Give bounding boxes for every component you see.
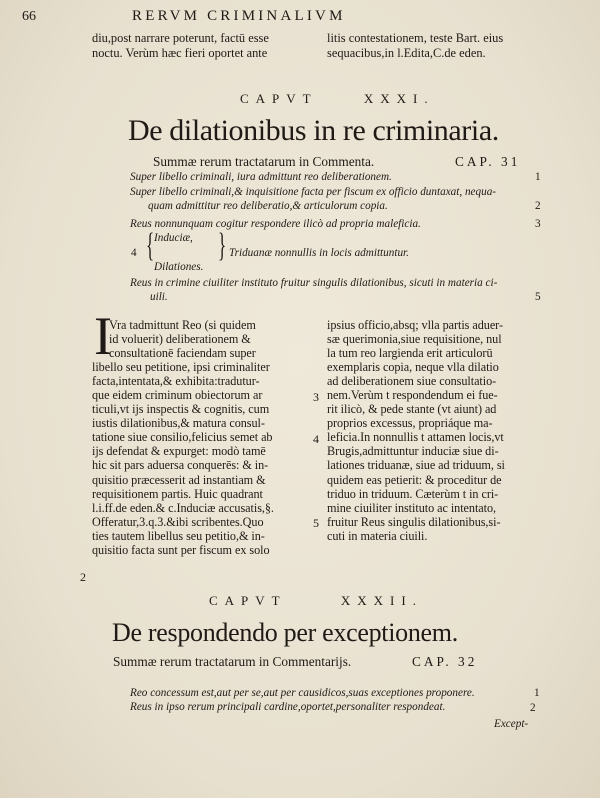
text-line: que eidem criminum obiectorum ar xyxy=(92,388,263,403)
continuation-left xyxy=(92,31,269,60)
text-line: rit ilicò, & pede stante (vt aiunt) ad xyxy=(327,402,497,417)
summary-item-number: 1 xyxy=(535,171,541,183)
text-line: lationes triduanæ, siue ad triduum, si xyxy=(327,458,505,473)
text-line: quisitio facta sunt per fiscum ex solo xyxy=(92,542,270,557)
text-line: hic sit pars aduersa conquerēs: & in- xyxy=(92,458,269,473)
text-line: cuti in materia ciuili. xyxy=(327,528,428,543)
brace-number: 4 xyxy=(131,247,137,259)
caput-number: XXXII. xyxy=(340,593,423,608)
text-line: id voluerit) deliberationem & xyxy=(109,332,251,347)
brace-item-bottom: Dilationes. xyxy=(154,261,204,273)
brace-text: Triduanæ nonnullis in locis admittuntur. xyxy=(229,247,409,259)
caput-label: CAPVT xyxy=(209,593,287,608)
summary-item-number: 2 xyxy=(535,200,541,212)
summary-cap: CAP. 31 xyxy=(455,154,521,169)
text-line: quidem eas petierit: & proceditur de xyxy=(327,472,502,487)
summary-heading: Summæ rerum tractatarum in Commenta. xyxy=(153,154,375,169)
text-line: ipsius officio,absq; vlla partis aduer- xyxy=(327,318,503,332)
text-line: ad deliberationem siue consultatio- xyxy=(327,374,497,389)
text-line: la tum reo largienda erit articulorū xyxy=(327,346,493,361)
text-line: ijs defendat & expurget: modò tamē xyxy=(92,444,266,459)
right-brace-icon: } xyxy=(218,227,227,264)
summary-item: Reo concessum est,aut per se,aut per causidicos,suas exceptiones proponere. xyxy=(130,687,475,699)
summary-item: Reus in ipso rerum principali cardine,oportet,personaliter respondeat. xyxy=(130,701,446,713)
text-line: proprios excessus, propriáque ma- xyxy=(327,416,493,431)
text-line: leficia.In nonnullis t attamen locis,vt xyxy=(327,430,504,445)
text-line: exemplaris copia, neque vlla dilatio xyxy=(327,360,499,375)
summary-item-number: 5 xyxy=(535,291,541,303)
brace-item-top: Induciæ, xyxy=(154,232,193,244)
text-line: noctu. Verùm hæc fieri oportet ante xyxy=(92,45,268,60)
text-line: l.i.ff.de eden.& c.Induciæ accusatis,§. xyxy=(92,500,274,515)
summary-item-number: 1 xyxy=(534,687,540,699)
summary-item: Super libello criminali, iura admittunt reo deliberationem. xyxy=(130,171,392,183)
text-line: consultationē faciendam super xyxy=(109,346,256,361)
continuation-right xyxy=(327,31,503,60)
summary-item: quam admittitur reo deliberatio,& articulorum copia. xyxy=(148,200,388,212)
margin-number: 5 xyxy=(313,516,319,530)
summary-item-number: 3 xyxy=(535,218,541,230)
margin-number: 2 xyxy=(80,570,86,584)
chapter-heading xyxy=(209,593,423,609)
summary-item: Reus nonnunquam cogitur respondere ilicò ad propria maleficia. xyxy=(130,218,421,230)
summary-heading: Summæ rerum tractatarum in Commentarijs. xyxy=(113,654,352,669)
summary-item: uili. xyxy=(150,291,168,303)
body-column-right xyxy=(327,318,505,543)
running-title: RERVM CRIMINALIVM xyxy=(132,8,346,24)
body-column-left xyxy=(92,318,274,557)
text-line: diu,post narrare poterunt, factū esse xyxy=(92,31,269,45)
text-line: ticuli,vt ijs inspectis & cognitis, cum xyxy=(92,402,270,417)
text-line: triduo in triduum. Cæterùm t in cri- xyxy=(327,486,499,501)
text-line: Brugis,admittuntur induciæ siue di- xyxy=(327,444,499,459)
text-line: Offeratur,3.q.3.&ibi scribentes.Quo xyxy=(92,514,264,529)
text-line: litis contestationem, teste Bart. eius xyxy=(327,31,504,45)
text-line: Vra tadmittunt Reo (si quidem xyxy=(109,318,256,332)
text-line: nem.Verùm t respondendum ei fue- xyxy=(327,388,498,403)
text-line: sæ querimonia,siue requisitione, nul xyxy=(327,332,502,347)
caput-label: CAPVT xyxy=(240,91,318,106)
text-line: libello seu petitione, ipsi criminaliter xyxy=(92,360,270,375)
summary-item: Super libello criminali,& inquisitione facta per fiscum ex officio duntaxat, nequa- xyxy=(130,186,497,198)
margin-number: 4 xyxy=(313,432,319,446)
text-line: fruitur Reus singulis dilationibus,si- xyxy=(327,514,501,529)
text-line: requisitionem partis. Huic quadrant xyxy=(92,486,263,501)
text-line: ties tautem libellus seu petitio,& in- xyxy=(92,528,265,543)
drop-cap: I xyxy=(94,306,112,366)
summary-item: Reus in crimine ciuiliter instituto fruitur singulis dilationibus, sicuti in materia ci- xyxy=(130,277,498,289)
margin-number: 3 xyxy=(313,390,319,404)
summary-item-number: 2 xyxy=(530,702,536,714)
text-line: quisitio præcesserit ad instantiam & xyxy=(92,472,266,487)
text-line: tatione siue consilio,felicius semet ab xyxy=(92,430,273,445)
catchword: Except- xyxy=(494,718,529,730)
text-line: sequacibus,in l.Edita,C.de eden. xyxy=(327,45,486,60)
left-brace-icon: { xyxy=(146,227,155,264)
summary-cap: CAP. 32 xyxy=(412,654,478,669)
chapter-title: De respondendo per exceptionem. xyxy=(112,618,458,647)
chapter-title: De dilationibus in re criminaria. xyxy=(128,114,499,147)
caput-number: XXXI. xyxy=(363,91,435,106)
text-line: facta,intentata,& exhibita:tradutur- xyxy=(92,374,260,389)
text-line: mine ciuiliter instituto ac intentato, xyxy=(327,500,497,515)
page-number: 66 xyxy=(22,9,36,24)
chapter-heading xyxy=(240,91,435,107)
text-line: iustis dilationibus,& matura consul- xyxy=(92,416,265,431)
